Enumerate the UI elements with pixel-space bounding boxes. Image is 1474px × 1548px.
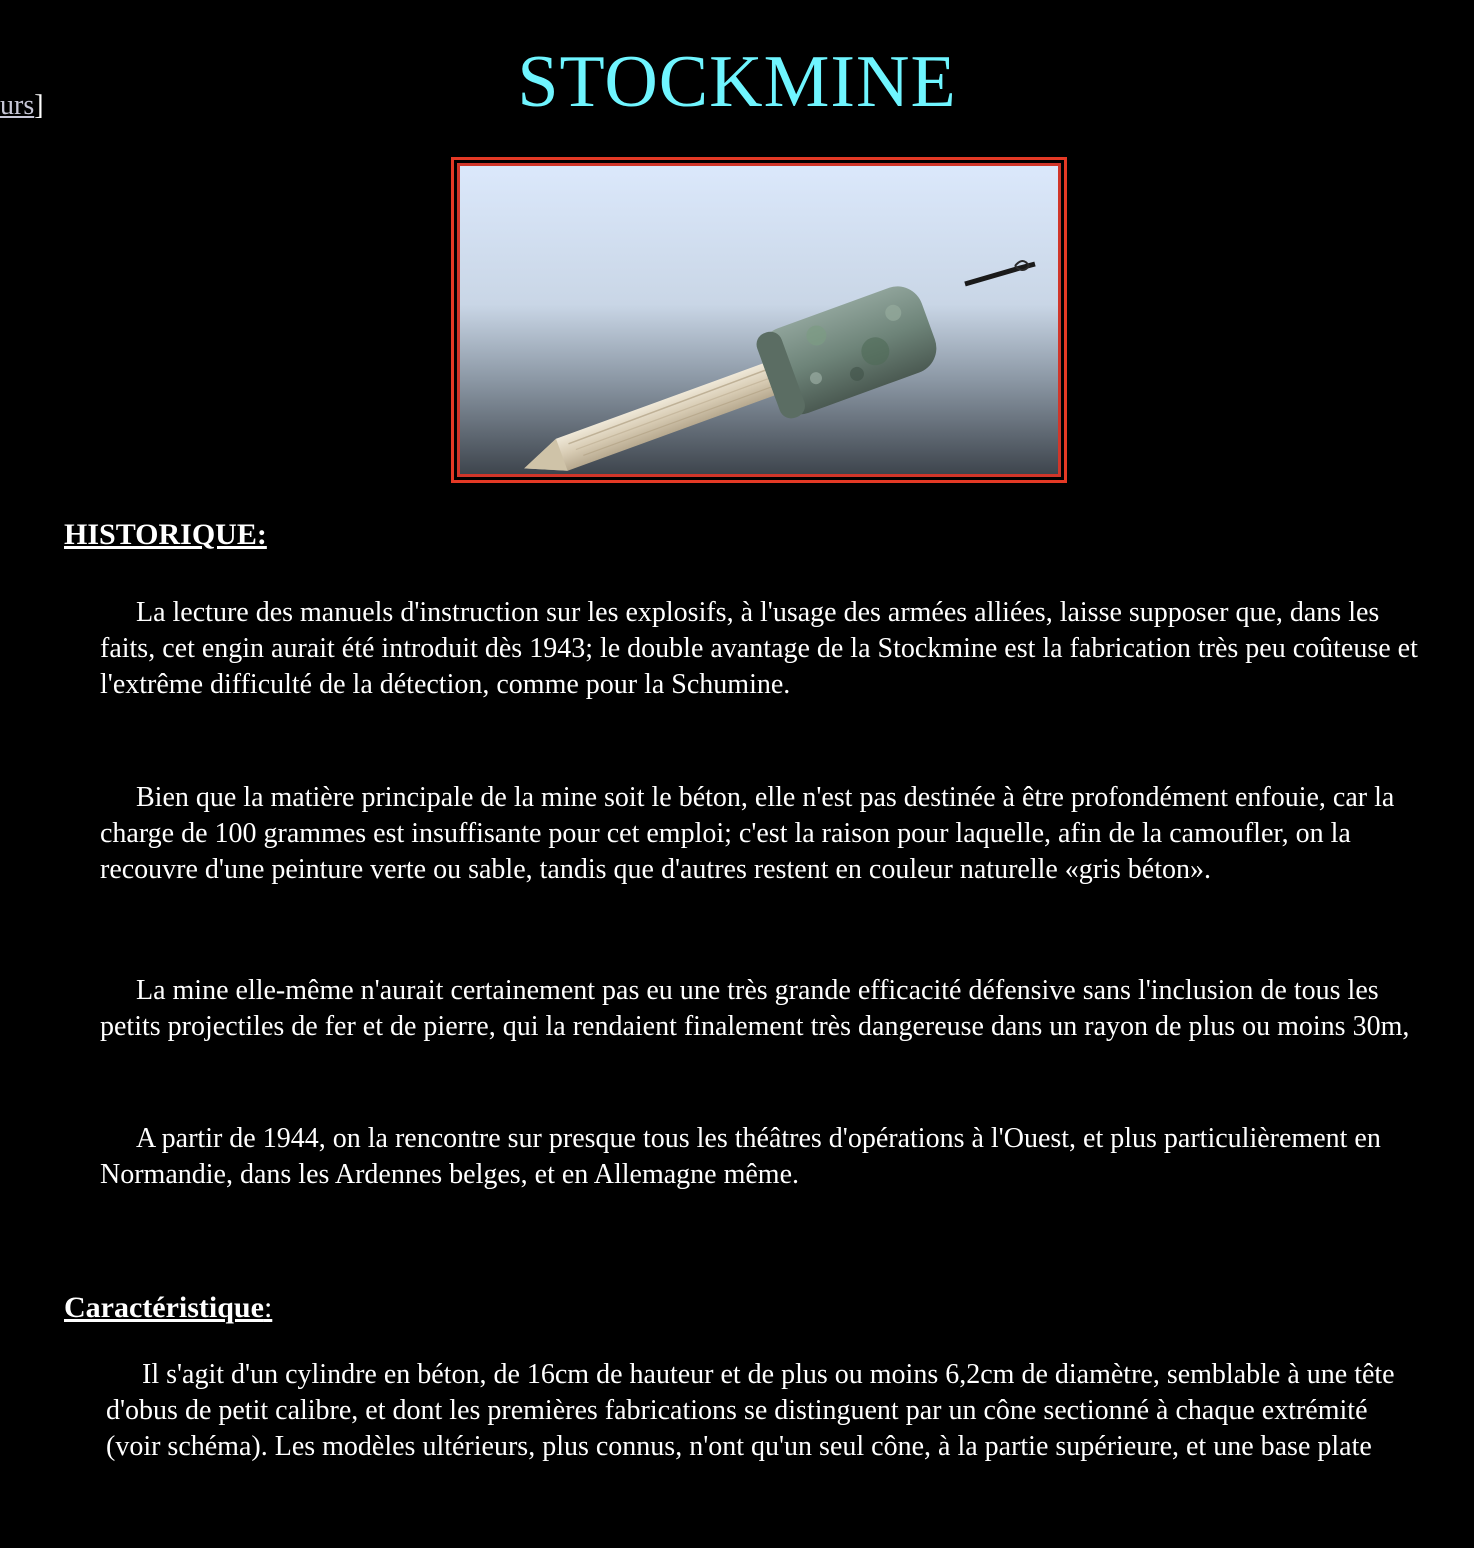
caracteristique-colon: : [263,1291,273,1324]
page-title: STOCKMINE [517,41,957,123]
caracteristique-heading: Caractéristique [64,1291,264,1324]
historique-heading: HISTORIQUE: [64,518,267,551]
stockmine-photo-frame [451,157,1067,483]
back-link[interactable]: urs [0,90,35,121]
historique-paragraph-4-text: A partir de 1944, on la rencontre sur presque tous les théâtres d'opérations à l'Ouest, et plus particulièrement en Normandie, dans les Ardennes belges, et en Allemagne même. [100,1123,1381,1190]
historique-paragraph-2-text: Bien que la matière principale de la mine soit le béton, elle n'est pas destinée à être profondément enfouie, car la charge de 100 grammes est insuffisante pour cet emploi; c'est la raison pour laquelle, afin de la camoufler, on la recouvre d'une peinture verte ou sable, tandis que d'autres restent en couleur naturelle «gris béton». [100,782,1395,885]
back-link-bracket: ] [34,90,44,121]
historique-paragraph-3 [100,973,1430,1045]
stockmine-photo [457,163,1061,477]
caracteristique-paragraph-1-text: Il s'agit d'un cylindre en béton, de 16cm de hauteur et de plus ou moins 6,2cm de diamètre, semblable à une tête d'obus de petit calibre, et dont les premières fabrications se distinguent par un cône sectionné à chaque extrémité (voir schéma). Les modèles ultérieurs, plus connus, n'ont qu'un seul cône, à la partie supérieure, et une base plate [106,1359,1395,1462]
historique-paragraph-3-text: La mine elle-même n'aurait certainement pas eu une très grande efficacité défensive sans l'inclusion de tous les petits projectiles de fer et de pierre, qui la rendaient finalement très dangereuse dans un rayon de plus ou moins 30m, [100,975,1410,1042]
historique-paragraph-1-text: La lecture des manuels d'instruction sur les explosifs, à l'usage des armées alliées, laisse supposer que, dans les faits, cet engin aurait été introduit dès 1943; le double avantage de la Stockmine est la fabrication très peu coûteuse et l'extrême difficulté de la détection, comme pour la Schumine. [100,597,1418,700]
caracteristique-paragraph-1 [106,1357,1406,1465]
historique-paragraph-2 [100,780,1430,888]
historique-paragraph-4 [100,1121,1430,1193]
historique-paragraph-1 [100,595,1430,703]
stockmine-image [460,166,1058,474]
caracteristique-heading-container [64,1291,272,1325]
